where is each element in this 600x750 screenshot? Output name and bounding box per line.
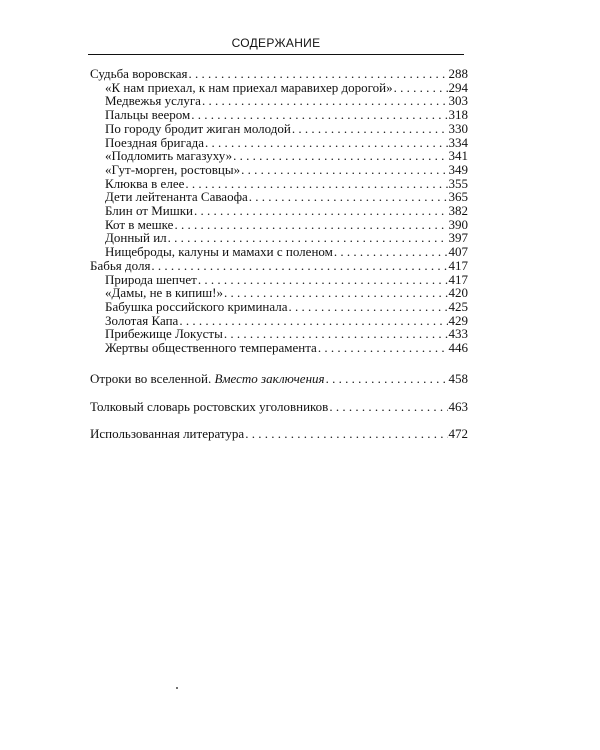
toc-entry-page: 417	[448, 271, 468, 287]
header-rule	[88, 54, 464, 55]
toc-entry-page: 330	[448, 120, 468, 136]
toc-leader	[224, 327, 448, 341]
toc-entry-page: 429	[448, 312, 468, 328]
toc-entry	[90, 122, 468, 136]
toc-entry-page: 407	[448, 244, 468, 260]
toc-leader	[233, 149, 447, 163]
toc-entry-title: Бабья доля	[90, 257, 151, 273]
toc-leader	[168, 231, 448, 245]
toc-entry	[90, 231, 468, 245]
toc-entry-title-main: Отроки во вселенной.	[90, 370, 212, 386]
toc-entry-title: Природа шепчет	[105, 271, 197, 287]
toc-entry	[90, 245, 468, 259]
toc-entry-title: «Подломить магазуху»	[105, 148, 233, 164]
table-of-contents	[90, 67, 468, 441]
toc-entry	[90, 81, 468, 95]
toc-entry-title: Бабушка российского криминала	[105, 298, 288, 314]
toc-entry	[90, 327, 468, 341]
toc-leader	[318, 341, 448, 355]
toc-entry-page: 303	[448, 93, 468, 109]
page-header: СОДЕРЖАНИЕ	[231, 36, 321, 50]
toc-entry-title: Блин от Мишки	[105, 203, 194, 219]
toc-entry-subtitle: Вместо заключения	[214, 370, 325, 386]
toc-entry	[90, 286, 468, 300]
toc-entry	[90, 67, 468, 81]
toc-entry-title: «Дамы, не в кипиш!»	[105, 285, 223, 301]
toc-leader	[185, 177, 447, 191]
toc-entry	[90, 163, 468, 177]
toc-entry	[90, 108, 468, 122]
toc-entry-page: 341	[448, 148, 468, 164]
toc-entry-page: 390	[448, 216, 468, 232]
toc-leader	[334, 245, 448, 259]
toc-entry-page: 382	[448, 203, 468, 219]
toc-entry	[90, 94, 468, 108]
toc-entry	[90, 372, 468, 386]
toc-entry-title: Поездная бригада	[105, 134, 205, 150]
toc-entry-page: 463	[448, 399, 468, 415]
toc-entry	[90, 400, 468, 414]
toc-leader	[224, 286, 448, 300]
toc-entry	[90, 218, 468, 232]
toc-entry-title: «Гут-морген, ростовцы»	[105, 161, 241, 177]
toc-leader	[194, 204, 447, 218]
toc-leader	[174, 218, 447, 232]
toc-leader	[289, 300, 448, 314]
toc-entry-page: 288	[448, 66, 468, 81]
toc-entry-title: Толковый словарь ростовских уголовников	[90, 399, 329, 415]
toc-entry-title: Кот в мешке	[105, 216, 174, 232]
toc-entry	[90, 190, 468, 204]
toc-entry-title: Прибежище Локусты	[105, 326, 223, 342]
toc-entry	[90, 314, 468, 328]
toc-entry-title: Клюква в елее	[105, 175, 185, 191]
toc-entry-page: 355	[448, 175, 468, 191]
toc-entry-title: Донный ил	[105, 230, 167, 246]
toc-leader	[394, 81, 448, 95]
toc-entry-page: 417	[448, 257, 468, 273]
toc-leader	[202, 94, 448, 108]
toc-leader	[191, 108, 447, 122]
scan-speck	[176, 687, 178, 689]
toc-leader	[241, 163, 447, 177]
toc-entry-page: 294	[448, 79, 468, 95]
toc-entry	[90, 204, 468, 218]
toc-entry	[90, 300, 468, 314]
toc-entry-page: 349	[448, 161, 468, 177]
toc-entry-page: 365	[448, 189, 468, 205]
toc-entry-page: 420	[448, 285, 468, 301]
toc-leader	[329, 400, 447, 414]
toc-leader	[179, 314, 447, 328]
toc-leader	[245, 427, 447, 441]
toc-entry-page: 472	[448, 426, 468, 442]
toc-entry-title: Медвежья услуга	[105, 93, 201, 109]
toc-entry-page: 446	[448, 340, 468, 356]
toc-entry-title: Жертвы общественного темперамента	[105, 340, 317, 356]
toc-leader	[205, 136, 447, 150]
toc-entry	[90, 136, 468, 150]
toc-entry-title: Золотая Капа	[105, 312, 179, 328]
toc-entry-page: 334	[448, 134, 468, 150]
toc-leader	[292, 122, 448, 136]
toc-leader	[188, 67, 447, 81]
toc-leader	[198, 273, 448, 287]
toc-entry-title: Судьба воровская	[90, 66, 188, 81]
toc-entry	[90, 273, 468, 287]
toc-entry-page: 458	[448, 370, 468, 386]
toc-entry-page: 397	[448, 230, 468, 246]
toc-entry-title: «К нам приехал, к нам приехал маравихер дорогой»	[105, 79, 393, 95]
toc-entry-page: 433	[448, 326, 468, 342]
toc-entry-page: 318	[448, 107, 468, 123]
toc-entry	[90, 177, 468, 191]
toc-entry	[90, 259, 468, 273]
toc-entry-title: По городу бродит жиган молодой	[105, 120, 291, 136]
toc-entry-title: Дети лейтенанта Саваофа	[105, 189, 248, 205]
toc-entry	[90, 341, 468, 355]
toc-entry	[90, 427, 468, 441]
toc-entry-title: Пальцы веером	[105, 107, 191, 123]
toc-entry-page: 425	[448, 298, 468, 314]
toc-entry-title: Использованная литература	[90, 426, 245, 442]
toc-leader	[249, 190, 448, 204]
toc-entry	[90, 149, 468, 163]
toc-entry-title: Нищеброды, калуны и мамахи с поленом	[105, 244, 333, 260]
toc-entry-title	[90, 372, 325, 386]
toc-leader	[151, 259, 447, 273]
toc-leader	[326, 372, 448, 386]
